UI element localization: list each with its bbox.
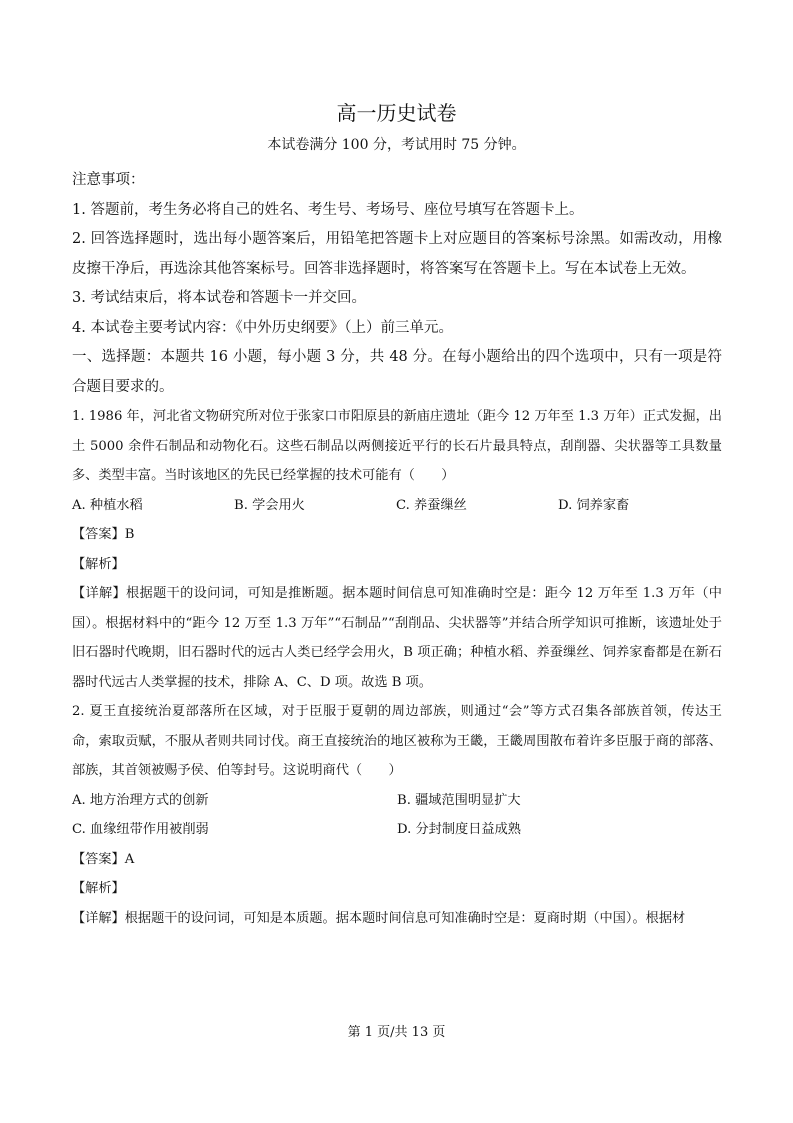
page-footer: 第 1 页/共 13 页 <box>347 1025 446 1040</box>
option-a: A. 种植水稻 <box>72 497 143 513</box>
question-stem: 2. 夏王直接统治夏部落所在区域，对于臣服于夏朝的周边部族，则通过“会”等方式召集各部族首领，传达王命，索取贡赋，不服从者则共同讨伐。商王直接统治的地区被称为王畿，王畿周围散布着许多臣服于商的部落、部族，其首领被赐予侯、伯等封号。这说明商代（ ） <box>72 704 722 778</box>
notice-item-2: 2. 回答选择题时，选出每小题答案后，用铅笔把答题卡上对应题目的答案标号涂黑。如需改动，用橡皮擦干净后，再选涂其他答案标号。回答非选择题时，将答案写在答题卡上。写在本试卷上无效。 <box>72 231 722 277</box>
notice-item-3: 3. 考试结束后，将本试卷和答题卡一并交回。 <box>72 290 366 306</box>
question-2 <box>72 697 722 933</box>
question-detail: 【详解】根据题干的设问词，可知是推断题。据本题时间信息可知准确时空是：距今 12 万年至 1.3 万年（中国）。根据材料中的“距今 12 万至 1.3 万年”“石制品”“刮削品、尖状器等”并结合所学知识可推断，该遗址处于旧石器时代晚期，旧石器时代的远古人类已经学会用火，B 项正确；种植水稻、养蚕缫丝、饲养家畜都是在新石器时代远古人类掌握的技术，排除 A、C、D 项。故选 B 项。 <box>72 586 722 690</box>
question-options <box>72 786 722 816</box>
option-d: D. 饲养家畜 <box>558 497 630 513</box>
option-c: C. 养蚕缫丝 <box>396 497 467 513</box>
analysis-label: 【解析】 <box>72 881 125 896</box>
question-options <box>72 815 722 845</box>
option-b: B. 疆域范围明显扩大 <box>397 792 521 808</box>
option-d: D. 分封制度日益成熟 <box>397 822 521 837</box>
notice-item-1: 1. 答题前，考生务必将自己的姓名、考生号、考场号、座位号填写在答题卡上。 <box>72 201 584 218</box>
notice-item-4: 4. 本试卷主要考试内容：《中外历史纲要》（上）前三单元。 <box>72 319 453 336</box>
answer-label: 【答案】A <box>72 851 135 867</box>
option-c: C. 血缘纽带作用被削弱 <box>72 822 209 837</box>
notice-heading: 注意事项： <box>72 172 145 188</box>
analysis-label: 【解析】 <box>72 556 125 572</box>
question-options <box>72 491 722 521</box>
option-a: A. 地方治理方式的创新 <box>72 792 209 808</box>
page-subtitle: 本试卷满分 100 分，考试用时 75 分钟。 <box>267 137 526 153</box>
option-b: B. 学会用火 <box>234 497 305 513</box>
question-1 <box>72 402 722 697</box>
question-detail: 【详解】根据题干的设问词，可知是本质题。据本题时间信息可知准确时空是：夏商时期（中国）。根据材 <box>72 910 686 926</box>
answer-label: 【答案】B <box>72 527 135 542</box>
question-stem: 1. 1986 年，河北省文物研究所对位于张家口市阳原县的新庙庄遗址（距今 12 万年至 1.3 万年）正式发掘，出土 5000 余件石制品和动物化石。这些石制品以两侧接近平行的长石片最具特点，刮削器、尖状器等工具数量多、类型丰富。当时该地区的先民已经掌握的技术可能有（ ） <box>72 409 722 483</box>
page-content <box>72 166 722 933</box>
section-heading: 一、选择题：本题共 16 小题，每小题 3 分，共 48 分。在每小题给出的四个选项中，只有一项是符合题目要求的。 <box>72 349 722 395</box>
page-title: 高一历史试卷 <box>336 101 457 125</box>
